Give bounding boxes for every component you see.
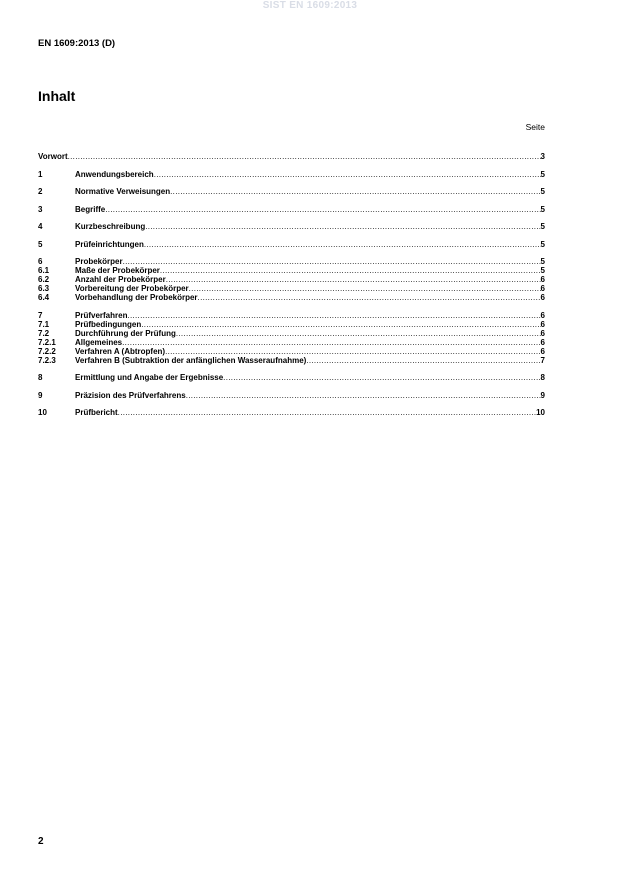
toc-entry-number: 6.1 [38, 266, 50, 275]
toc-entry[interactable] [38, 347, 545, 356]
toc-entry-label: Prüfeinrichtungen [75, 239, 144, 249]
toc-entry-page: 5 [540, 204, 545, 214]
page-number: 2 [38, 836, 44, 847]
toc-leader-dots [105, 205, 540, 214]
toc-leader-dots [141, 320, 540, 329]
toc-entry-label: Vorbereitung der Probekörper [75, 284, 189, 293]
toc-entry-label: Durchführung der Prüfung [75, 328, 176, 338]
toc-entry-label: Ermittlung und Angabe der Ergebnisse [75, 373, 224, 382]
toc-entry-number: 5 [38, 239, 43, 249]
toc-entry-page: 6 [540, 328, 545, 338]
toc-entry-number: 3 [38, 204, 43, 214]
toc-entry-page: 5 [540, 187, 545, 196]
toc-leader-dots [122, 338, 540, 347]
toc-leader-dots [223, 373, 540, 382]
toc-entry-label: Verfahren A (Abtropfen) [75, 346, 166, 356]
toc-entry-page: 6 [540, 275, 545, 284]
toc-entry-page: 6 [540, 293, 545, 302]
toc-entry-number: 6.4 [38, 293, 50, 302]
toc-leader-dots [123, 257, 541, 266]
toc-leader-dots [145, 222, 540, 231]
toc-entry-label: Probekörper [75, 257, 123, 266]
toc-entry[interactable] [38, 284, 545, 293]
toc-entry-number: 2 [38, 187, 43, 196]
toc-entry-number: 10 [38, 408, 47, 417]
toc-entry-number: 7 [38, 310, 43, 320]
seite-label: Seite [525, 122, 545, 132]
toc-entry[interactable] [38, 257, 545, 266]
toc-leader-dots [198, 293, 541, 302]
toc-leader-dots [127, 311, 540, 320]
toc-entry-page: 6 [540, 319, 545, 329]
toc-entry-number: 4 [38, 222, 43, 231]
toc-entry-page: 3 [540, 152, 545, 161]
toc-entry-label: Anzahl der Probekörper [75, 275, 166, 284]
toc-entry-label: Allgemeines [75, 337, 123, 347]
toc-entry-label: Kurzbeschreibung [75, 222, 146, 231]
toc-entry[interactable] [38, 338, 545, 347]
toc-entry-page: 5 [540, 222, 545, 231]
toc-entry-label: Vorbehandlung der Probekörper [75, 293, 198, 302]
toc-entry[interactable] [38, 187, 545, 196]
toc-entry-number: 9 [38, 390, 43, 400]
toc-entry-number: 6 [38, 257, 43, 266]
toc-entry-label: Verfahren B (Subtraktion der anfänglichen Wasseraufnahme) [75, 355, 307, 365]
toc-entry-page: 5 [540, 266, 545, 275]
toc-entry-page: 6 [540, 337, 545, 347]
toc-entry[interactable] [38, 266, 545, 275]
toc-entry-page: 6 [540, 310, 545, 320]
toc-entry-label: Präzision des Prüfverfahrens [75, 390, 186, 400]
toc-entry-label: Prüfbedingungen [75, 319, 142, 329]
toc-leader-dots [68, 152, 541, 161]
toc-entry[interactable] [38, 311, 545, 320]
toc-entry[interactable] [38, 240, 545, 249]
toc-entry-number: 7.2.3 [38, 355, 56, 365]
toc-entry-number: 8 [38, 373, 43, 382]
toc-entry-page: 5 [540, 239, 545, 249]
toc-entry-number: 7.1 [38, 319, 50, 329]
toc-entry[interactable] [38, 293, 545, 302]
toc-entry-number: 7.2.1 [38, 337, 56, 347]
toc-entry-label: Anwendungsbereich [75, 169, 154, 179]
toc-entry-number: 7.2.2 [38, 346, 56, 356]
toc-leader-dots [176, 329, 541, 338]
toc-entry-number: 6.2 [38, 275, 50, 284]
document-id: EN 1609:2013 (D) [38, 38, 116, 49]
toc-entry[interactable] [38, 152, 545, 161]
toc-leader-dots [118, 408, 536, 417]
toc-entry-label: Prüfverfahren [75, 310, 128, 320]
toc-entry-page: 9 [540, 390, 545, 400]
toc-entry[interactable] [38, 205, 545, 214]
toc-leader-dots [166, 275, 541, 284]
toc-leader-dots [160, 266, 541, 275]
toc-entry-label: Vorwort [38, 152, 68, 161]
toc-entry-label: Begriffe [75, 204, 106, 214]
toc-entry-label: Prüfbericht [75, 408, 118, 417]
toc-leader-dots [144, 240, 541, 249]
toc-entry[interactable] [38, 356, 545, 365]
toc-entry-page: 5 [540, 169, 545, 179]
toc-entry[interactable] [38, 320, 545, 329]
toc-leader-dots [189, 284, 541, 293]
toc-entry-page: 8 [540, 373, 545, 382]
toc-entry-label: Normative Verweisungen [75, 187, 171, 196]
toc-entry-page: 10 [536, 408, 545, 417]
toc-entry[interactable] [38, 391, 545, 400]
toc-entry-label: Maße der Probekörper [75, 266, 160, 275]
toc-entry-page: 5 [540, 257, 545, 266]
toc-entry[interactable] [38, 373, 545, 382]
toc-entry[interactable] [38, 170, 545, 179]
toc-entry-number: 1 [38, 169, 43, 179]
toc-entry-number: 6.3 [38, 284, 50, 293]
watermark: SIST EN 1609:2013 [262, 0, 358, 11]
toc-entry[interactable] [38, 408, 545, 417]
toc-leader-dots [306, 356, 540, 365]
toc-leader-dots [186, 391, 541, 400]
toc-entry-page: 6 [540, 284, 545, 293]
toc-leader-dots [154, 170, 541, 179]
toc-entry[interactable] [38, 275, 545, 284]
toc-leader-dots [170, 187, 540, 196]
toc-entry-page: 7 [540, 355, 545, 365]
toc-entry[interactable] [38, 222, 545, 231]
toc-entry-number: 7.2 [38, 328, 50, 338]
toc-entry-page: 6 [540, 346, 545, 356]
toc-leader-dots [165, 347, 540, 356]
table-of-contents [38, 152, 545, 417]
toc-entry[interactable] [38, 329, 545, 338]
page-title: Inhalt [38, 88, 76, 104]
